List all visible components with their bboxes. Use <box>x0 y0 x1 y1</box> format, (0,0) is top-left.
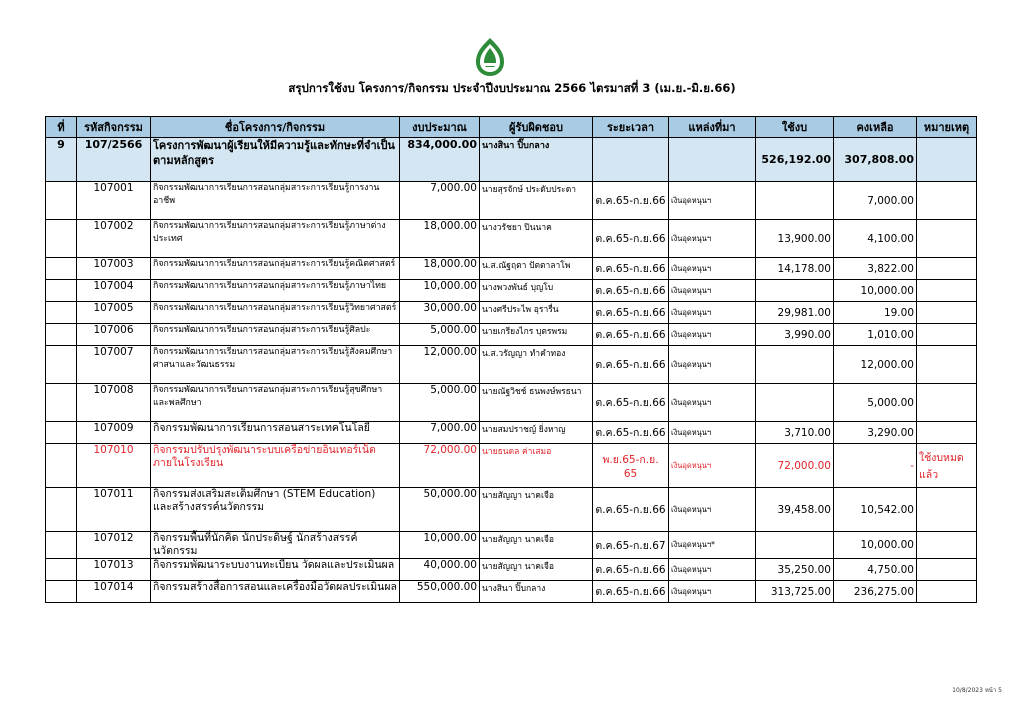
row-period: ต.ค.65-ก.ย.66 <box>593 488 669 532</box>
row-used <box>756 182 834 220</box>
row-name: กิจกรรมปรับปรุงพัฒนาระบบเครือข่ายอินเทอร์เน็ตภายในโรงเรียน <box>151 444 400 488</box>
table-row <box>46 280 977 302</box>
row-no <box>46 488 77 532</box>
col-header-code: รหัสกิจกรรม <box>77 117 151 138</box>
row-note <box>917 532 977 559</box>
table-row <box>46 220 977 258</box>
row-note <box>917 324 977 346</box>
table-row <box>46 324 977 346</box>
row-used <box>756 280 834 302</box>
row-responsible: นางศรีประไพ อุรารื่น <box>480 302 593 324</box>
row-used <box>756 384 834 422</box>
row-source: เงินอุดหนุนฯ <box>669 384 756 422</box>
row-name: กิจกรรมพัฒนาระบบงานทะเบียน วัดผลและประเมินผล <box>151 559 400 581</box>
row-code: 107006 <box>77 324 151 346</box>
row-period: ต.ค.65-ก.ย.67 <box>593 532 669 559</box>
row-period: ต.ค.65-ก.ย.66 <box>593 280 669 302</box>
row-no <box>46 581 77 603</box>
row-no <box>46 302 77 324</box>
table-row <box>46 488 977 532</box>
row-no <box>46 346 77 384</box>
row-period: ต.ค.65-ก.ย.66 <box>593 302 669 324</box>
row-code: 107001 <box>77 182 151 220</box>
row-name: กิจกรรมพัฒนาการเรียนการสอนกลุ่มสาระการเรียนรู้วิทยาศาสตร์ <box>151 302 400 324</box>
row-period: ต.ค.65-ก.ย.66 <box>593 422 669 444</box>
row-note <box>917 559 977 581</box>
row-note <box>917 220 977 258</box>
row-source: เงินอุดหนุนฯ <box>669 444 756 488</box>
row-budget: 40,000.00 <box>400 559 480 581</box>
row-responsible: นายสัญญา นาคเจือ <box>480 488 593 532</box>
row-remaining: 5,000.00 <box>834 384 917 422</box>
row-no <box>46 220 77 258</box>
row-remaining: - <box>834 444 917 488</box>
row-name: กิจกรรมพัฒนาการเรียนการสอนสาระเทคโนโลยี <box>151 422 400 444</box>
row-source: เงินอุดหนุนฯ <box>669 559 756 581</box>
row-used: 39,458.00 <box>756 488 834 532</box>
row-responsible: นายเกรียงไกร บุตรพรม <box>480 324 593 346</box>
page-footer: 10/8/2023 หน้า 5 <box>952 687 1002 694</box>
project-code: 107/2566 <box>77 138 151 182</box>
row-budget: 7,000.00 <box>400 182 480 220</box>
row-code: 107009 <box>77 422 151 444</box>
row-budget: 50,000.00 <box>400 488 480 532</box>
col-header-note: หมายเหตุ <box>917 117 977 138</box>
row-responsible: นางวรัชยา ปินนาค <box>480 220 593 258</box>
row-remaining: 4,750.00 <box>834 559 917 581</box>
col-header-name: ชื่อโครงการ/กิจกรรม <box>151 117 400 138</box>
row-budget: 5,000.00 <box>400 384 480 422</box>
row-name: กิจกรรมสร้างสื่อการสอนและเครื่องมือวัดผลประเมินผล <box>151 581 400 603</box>
project-responsible: นางสินา ปิ๊บกลาง <box>480 138 593 182</box>
row-source: เงินอุดหนุนฯ <box>669 422 756 444</box>
row-remaining: 7,000.00 <box>834 182 917 220</box>
row-note <box>917 346 977 384</box>
row-note <box>917 258 977 280</box>
row-source: เงินอุดหนุนฯ* <box>669 532 756 559</box>
row-responsible: น.ส.วรัญญา ทำคำทอง <box>480 346 593 384</box>
row-source: เงินอุดหนุนฯ <box>669 346 756 384</box>
project-used: 526,192.00 <box>756 138 834 182</box>
row-no <box>46 384 77 422</box>
row-budget: 10,000.00 <box>400 532 480 559</box>
row-no <box>46 444 77 488</box>
table-row <box>46 182 977 220</box>
page-title: สรุปการใช้งบ โครงการ/กิจกรรม ประจำปีงบประมาณ 2566 ไตรมาสที่ 3 (เม.ย.-มิ.ย.66) <box>288 81 736 95</box>
row-no <box>46 532 77 559</box>
col-header-budget: งบประมาณ <box>400 117 480 138</box>
table-header-row <box>46 117 977 138</box>
row-used <box>756 532 834 559</box>
col-header-period: ระยะเวลา <box>593 117 669 138</box>
row-budget: 7,000.00 <box>400 422 480 444</box>
row-remaining: 10,000.00 <box>834 280 917 302</box>
row-budget: 72,000.00 <box>400 444 480 488</box>
row-source: เงินอุดหนุนฯ <box>669 302 756 324</box>
row-remaining: 10,542.00 <box>834 488 917 532</box>
row-note <box>917 182 977 220</box>
row-period: ต.ค.65-ก.ย.66 <box>593 346 669 384</box>
table-row <box>46 444 977 488</box>
row-responsible: นางพวงพันธ์ บุญโบ <box>480 280 593 302</box>
row-code: 107012 <box>77 532 151 559</box>
row-name: กิจกรรมพัฒนาการเรียนการสอนกลุ่มสาระการเรียนรู้สุขศึกษาและพลศึกษา <box>151 384 400 422</box>
row-code: 107004 <box>77 280 151 302</box>
row-code: 107003 <box>77 258 151 280</box>
row-responsible: นายสมปราชญ์ ยิ่งหาญ <box>480 422 593 444</box>
row-no <box>46 182 77 220</box>
row-source: เงินอุดหนุนฯ <box>669 258 756 280</box>
table-row <box>46 346 977 384</box>
row-remaining: 4,100.00 <box>834 220 917 258</box>
table-row <box>46 559 977 581</box>
row-budget: 10,000.00 <box>400 280 480 302</box>
row-name: กิจกรรมพัฒนาการเรียนการสอนกลุ่มสาระการเรียนรู้ภาษาต่างประเทศ <box>151 220 400 258</box>
row-note <box>917 302 977 324</box>
row-used: 14,178.00 <box>756 258 834 280</box>
row-name: กิจกรรมส่งเสริมสะเต็มศึกษา (STEM Education) และสร้างสรรค์นวัตกรรม <box>151 488 400 532</box>
row-period: ต.ค.65-ก.ย.66 <box>593 559 669 581</box>
row-no <box>46 258 77 280</box>
row-no <box>46 559 77 581</box>
table-row <box>46 422 977 444</box>
row-responsible: นายณัฐวิชช์ ธนพงษ์พรธนา <box>480 384 593 422</box>
row-remaining: 12,000.00 <box>834 346 917 384</box>
row-budget: 30,000.00 <box>400 302 480 324</box>
col-header-responsible: ผู้รับผิดชอบ <box>480 117 593 138</box>
row-name: กิจกรรมพื้นที่นักคิด นักประดิษฐ์ นักสร้างสรรค์นวัตกรรม <box>151 532 400 559</box>
row-source: เงินอุดหนุนฯ <box>669 280 756 302</box>
row-budget: 12,000.00 <box>400 346 480 384</box>
row-budget: 550,000.00 <box>400 581 480 603</box>
row-code: 107005 <box>77 302 151 324</box>
table-row <box>46 258 977 280</box>
row-note <box>917 581 977 603</box>
budget-table <box>45 116 977 603</box>
row-no <box>46 280 77 302</box>
row-used: 3,990.00 <box>756 324 834 346</box>
row-name: กิจกรรมพัฒนาการเรียนการสอนกลุ่มสาระการเรียนรู้การงานอาชีพ <box>151 182 400 220</box>
school-emblem-icon <box>470 36 510 80</box>
row-code: 107013 <box>77 559 151 581</box>
row-code: 107002 <box>77 220 151 258</box>
row-used: 13,900.00 <box>756 220 834 258</box>
row-used: 35,250.00 <box>756 559 834 581</box>
row-period: ต.ค.65-ก.ย.66 <box>593 384 669 422</box>
row-used: 29,981.00 <box>756 302 834 324</box>
row-responsible: น.ส.ณัฐฤตา ปัตตาลาโพ <box>480 258 593 280</box>
col-header-source: แหล่งที่มา <box>669 117 756 138</box>
col-header-used: ใช้งบ <box>756 117 834 138</box>
row-name: กิจกรรมพัฒนาการเรียนการสอนกลุ่มสาระการเรียนรู้คณิตศาสตร์ <box>151 258 400 280</box>
row-responsible: นางสินา ปิ๊บกลาง <box>480 581 593 603</box>
row-source: เงินอุดหนุนฯ <box>669 182 756 220</box>
row-note <box>917 488 977 532</box>
row-period: ต.ค.65-ก.ย.66 <box>593 182 669 220</box>
row-budget: 5,000.00 <box>400 324 480 346</box>
row-code: 107008 <box>77 384 151 422</box>
row-code: 107014 <box>77 581 151 603</box>
row-remaining: 236,275.00 <box>834 581 917 603</box>
row-used: 313,725.00 <box>756 581 834 603</box>
project-remaining: 307,808.00 <box>834 138 917 182</box>
col-header-remaining: คงเหลือ <box>834 117 917 138</box>
project-name: โครงการพัฒนาผู้เรียนให้มีความรู้และทักษะที่จำเป็นตามหลักสูตร <box>151 138 400 182</box>
row-responsible: นายสุรจักษ์ ประดับประดา <box>480 182 593 220</box>
row-note <box>917 384 977 422</box>
row-no <box>46 422 77 444</box>
row-code: 107010 <box>77 444 151 488</box>
row-remaining: 1,010.00 <box>834 324 917 346</box>
table-row <box>46 384 977 422</box>
row-source: เงินอุดหนุนฯ <box>669 220 756 258</box>
row-responsible: นายธนดล ค่าเสมอ <box>480 444 593 488</box>
row-note <box>917 280 977 302</box>
row-used <box>756 346 834 384</box>
row-note: ใช้งบหมดแล้ว <box>917 444 977 488</box>
row-name: กิจกรรมพัฒนาการเรียนการสอนกลุ่มสาระการเรียนรู้ภาษาไทย <box>151 280 400 302</box>
row-name: กิจกรรมพัฒนาการเรียนการสอนกลุ่มสาระการเรียนรู้ศิลปะ <box>151 324 400 346</box>
row-note <box>917 422 977 444</box>
row-used: 3,710.00 <box>756 422 834 444</box>
table-row <box>46 302 977 324</box>
project-row <box>46 138 977 182</box>
row-period: พ.ย.65-ก.ย. 65 <box>593 444 669 488</box>
row-period: ต.ค.65-ก.ย.66 <box>593 258 669 280</box>
row-remaining: 3,822.00 <box>834 258 917 280</box>
project-budget: 834,000.00 <box>400 138 480 182</box>
row-remaining: 19.00 <box>834 302 917 324</box>
row-source: เงินอุดหนุนฯ <box>669 581 756 603</box>
row-period: ต.ค.65-ก.ย.66 <box>593 324 669 346</box>
row-responsible: นายสัญญา นาคเจือ <box>480 532 593 559</box>
row-source: เงินอุดหนุนฯ <box>669 488 756 532</box>
row-name: กิจกรรมพัฒนาการเรียนการสอนกลุ่มสาระการเรียนรู้สังคมศึกษาศาสนาและวัฒนธรรม <box>151 346 400 384</box>
row-code: 107011 <box>77 488 151 532</box>
row-budget: 18,000.00 <box>400 258 480 280</box>
table-row <box>46 581 977 603</box>
row-source: เงินอุดหนุนฯ <box>669 324 756 346</box>
row-code: 107007 <box>77 346 151 384</box>
row-no <box>46 324 77 346</box>
row-remaining: 3,290.00 <box>834 422 917 444</box>
row-remaining: 10,000.00 <box>834 532 917 559</box>
col-header-no: ที่ <box>46 117 77 138</box>
row-responsible: นายสัญญา นาคเจือ <box>480 559 593 581</box>
row-budget: 18,000.00 <box>400 220 480 258</box>
row-used: 72,000.00 <box>756 444 834 488</box>
project-no: 9 <box>46 138 77 182</box>
table-row <box>46 532 977 559</box>
row-period: ต.ค.65-ก.ย.66 <box>593 581 669 603</box>
row-period: ต.ค.65-ก.ย.66 <box>593 220 669 258</box>
